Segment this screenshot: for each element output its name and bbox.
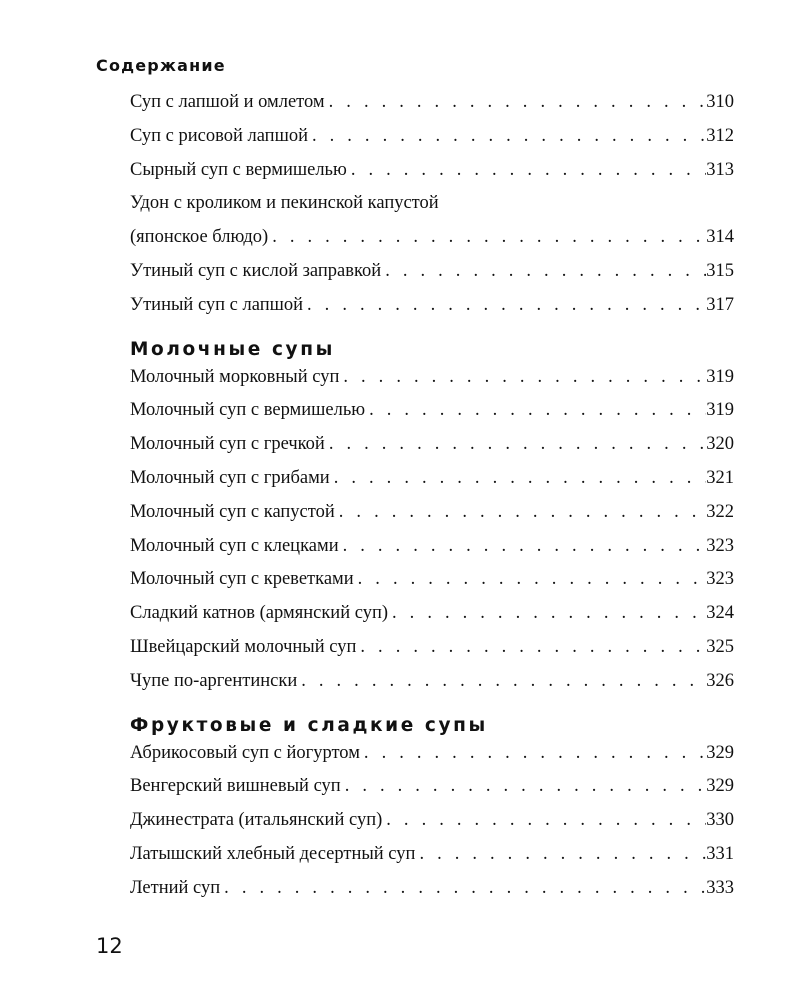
entry-page-number: 333 <box>706 877 734 898</box>
toc-entry <box>130 126 734 160</box>
dot-leader <box>385 261 706 282</box>
toc-entry <box>130 844 734 878</box>
entry-page-number: 312 <box>706 125 734 146</box>
entry-title: Абрикосовый суп с йогуртом <box>130 742 360 763</box>
entry-page-number: 329 <box>706 776 734 797</box>
entry-title: Чупе по-аргентински <box>130 670 298 691</box>
entry-title: Утиный суп с кислой заправкой <box>130 260 382 281</box>
toc-entry <box>130 743 734 777</box>
entry-title: Молочный морковный суп <box>130 366 340 387</box>
dot-leader <box>301 671 706 692</box>
toc-entry <box>130 92 734 126</box>
entry-title: Молочный суп с капустой <box>130 501 335 522</box>
entry-title: Суп с лапшой и омлетом <box>130 92 325 112</box>
entry-page-number: 324 <box>706 603 734 624</box>
toc-entry <box>130 160 734 194</box>
toc-entry <box>130 502 734 536</box>
dot-leader <box>343 536 707 557</box>
entry-page-number: 315 <box>706 260 734 281</box>
toc-entry <box>130 536 734 570</box>
dot-leader <box>272 227 706 248</box>
entry-title: Молочный суп с вермишелью <box>130 400 366 421</box>
dot-leader <box>339 502 706 523</box>
entry-title: Утиный суп с лапшой <box>130 294 304 315</box>
entry-page-number: 321 <box>706 467 734 488</box>
entry-title: Летний суп <box>130 877 221 898</box>
toc-entry <box>130 434 734 468</box>
dot-leader <box>392 603 706 624</box>
entry-page-number: 325 <box>706 636 734 657</box>
entry-title: Сладкий катнов (армянский суп) <box>130 603 389 624</box>
dot-leader <box>419 844 706 865</box>
dot-leader <box>224 878 706 899</box>
table-of-contents <box>130 92 734 912</box>
entry-page-number: 323 <box>706 535 734 556</box>
dot-leader <box>358 569 707 590</box>
toc-entry <box>130 878 734 912</box>
entry-page-number: 331 <box>706 843 734 864</box>
dot-leader <box>351 160 706 181</box>
entry-title: Латышский хлебный десертный суп <box>130 843 416 864</box>
entry-title: Молочный суп с гречкой <box>130 434 325 455</box>
toc-entry <box>130 776 734 810</box>
toc-entry <box>130 569 734 603</box>
page-header: Содержание <box>96 56 226 75</box>
dot-leader <box>329 434 706 455</box>
entry-title: Швейцарский молочный суп <box>130 636 357 657</box>
toc-entry-line-2 <box>130 227 734 261</box>
entry-page-number: 310 <box>706 92 734 112</box>
toc-entry <box>130 400 734 434</box>
entry-title: Сырный суп с вермишелью <box>130 159 347 180</box>
entry-title: Молочный суп с грибами <box>130 467 330 488</box>
entry-title: Джинестрата (итальянский суп) <box>130 810 383 831</box>
toc-entry <box>130 367 734 401</box>
dot-leader <box>343 367 706 388</box>
toc-entry <box>130 671 734 705</box>
dot-leader <box>334 468 707 489</box>
dot-leader <box>329 92 707 113</box>
dot-leader <box>364 743 706 764</box>
dot-leader <box>360 637 706 658</box>
entry-title: (японское блюдо) <box>130 227 269 248</box>
toc-entry <box>130 295 734 329</box>
entry-page-number: 322 <box>706 501 734 522</box>
toc-entry <box>130 468 734 502</box>
entry-title: Молочный суп с клецками <box>130 535 339 556</box>
entry-page-number: 319 <box>706 400 734 421</box>
entry-page-number: 314 <box>706 227 734 248</box>
section-heading: Фруктовые и сладкие супы <box>130 715 488 737</box>
dot-leader <box>312 126 706 147</box>
toc-entry <box>130 810 734 844</box>
entry-title: Удон с кроликом и пекинской капустой <box>130 193 439 214</box>
entry-title: Венгерский вишневый суп <box>130 776 341 797</box>
dot-leader <box>369 400 706 421</box>
entry-page-number: 323 <box>706 569 734 590</box>
toc-entry <box>130 603 734 637</box>
toc-entry <box>130 261 734 295</box>
dot-leader <box>386 810 706 831</box>
entry-page-number: 319 <box>706 366 734 387</box>
entry-page-number: 329 <box>706 742 734 763</box>
entry-page-number: 326 <box>706 670 734 691</box>
entry-page-number: 330 <box>706 810 734 831</box>
toc-entry-line-1 <box>130 193 734 227</box>
entry-title: Молочный суп с креветками <box>130 569 354 590</box>
dot-leader <box>307 295 706 316</box>
dot-leader <box>345 776 707 797</box>
page-number: 12 <box>96 934 123 958</box>
section-heading: Молочные супы <box>130 339 335 361</box>
entry-title: Суп с рисовой лапшой <box>130 125 308 146</box>
entry-page-number: 320 <box>706 434 734 455</box>
entry-page-number: 313 <box>706 159 734 180</box>
toc-entry <box>130 637 734 671</box>
entry-page-number: 317 <box>706 294 734 315</box>
